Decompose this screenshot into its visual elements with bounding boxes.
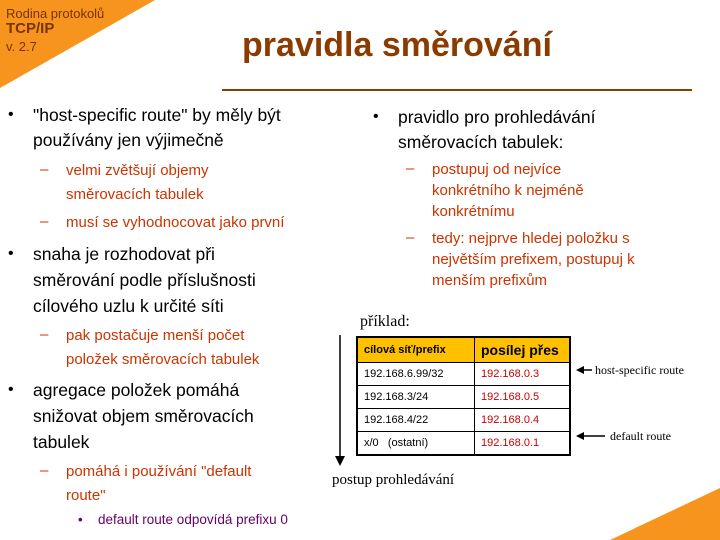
bullet-text: snaha je rozhodovat při <box>33 244 215 264</box>
sub-sub-bullet-icon: • <box>78 512 83 527</box>
sub-bullet-text: pomáhá i používání "default <box>66 463 252 480</box>
bullet-text: používány jen výjimečně <box>33 130 224 150</box>
dash-icon: – <box>40 213 49 230</box>
sub-bullet-text: směrovacích tabulek <box>66 186 204 203</box>
sub-bullet-text: konkrétnímu <box>432 203 515 220</box>
next-hop-cell: 192.168.0.5 <box>475 386 571 409</box>
column-header: cílová síť/prefix <box>357 337 475 363</box>
host-specific-arrow <box>576 366 592 374</box>
destination-cell: x/0 (ostatní) <box>357 432 475 456</box>
sub-bullet-text: musí se vyhodnocovat jako první <box>66 214 285 231</box>
bullet-icon: • <box>8 245 14 262</box>
slide-title: pravidla směrování <box>242 26 552 64</box>
destination-cell: 192.168.3/24 <box>357 386 475 409</box>
bullet-text: agregace položek pomáhá <box>33 380 240 400</box>
next-hop-cell: 192.168.0.4 <box>475 409 571 432</box>
destination-cell: 192.168.6.99/32 <box>357 363 475 386</box>
bullet-text: snižovat objem směrovacích <box>33 406 254 426</box>
dash-icon: – <box>40 161 49 178</box>
sub-bullet-text: route" <box>66 487 106 504</box>
series-subtitle: TCP/IP <box>6 20 55 37</box>
sub-bullet-text: tedy: nejprve hledej položku s <box>432 230 630 247</box>
bullet-icon: • <box>8 106 14 123</box>
version-label: v. 2.7 <box>6 39 37 54</box>
dash-icon: – <box>406 229 415 246</box>
default-route-arrow <box>576 432 605 440</box>
default-route-annotation: default route <box>610 429 671 443</box>
sub-bullet-text: největším prefixem, postupuj k <box>432 251 635 268</box>
sub-bullet-text: pak postačuje menší počet <box>66 327 245 344</box>
dash-icon: – <box>406 160 415 177</box>
bullet-text: "host-specific route" by měly být <box>33 105 281 125</box>
bullet-text: směrovacích tabulek: <box>398 132 564 152</box>
sub-bullet-text: menším prefixům <box>432 272 548 289</box>
column-header: posílej přes <box>475 337 571 363</box>
destination-cell: 192.168.4/22 <box>357 409 475 432</box>
sub-bullet-text: konkrétního k nejméně <box>432 182 584 199</box>
sub-bullet-text: postupuj od nejvíce <box>432 161 562 178</box>
search-direction-arrow <box>335 335 345 466</box>
sub-sub-bullet-text: default route odpovídá prefixu 0 <box>98 512 288 527</box>
example-label: příklad: <box>360 313 410 330</box>
host-specific-annotation: host-specific route <box>595 363 684 377</box>
sub-bullet-text: položek směrovacích tabulek <box>66 351 260 368</box>
dash-icon: – <box>40 326 49 343</box>
bullet-text: směrování podle příslušnosti <box>33 270 256 290</box>
bullet-icon: • <box>8 381 14 398</box>
sub-bullet-text: velmi zvětšují objemy <box>66 162 209 179</box>
series-name: Rodina protokolů <box>6 6 105 21</box>
bullet-text: cílového uzlu k určité síti <box>33 296 224 316</box>
dash-icon: – <box>40 462 49 479</box>
bullet-text: pravidlo pro prohledávání <box>398 107 596 127</box>
search-order-annotation: postup prohledávání <box>332 472 455 488</box>
next-hop-cell: 192.168.0.3 <box>475 363 571 386</box>
bullet-text: tabulek <box>33 432 90 452</box>
bullet-icon: • <box>373 108 379 125</box>
next-hop-cell: 192.168.0.1 <box>475 432 571 456</box>
